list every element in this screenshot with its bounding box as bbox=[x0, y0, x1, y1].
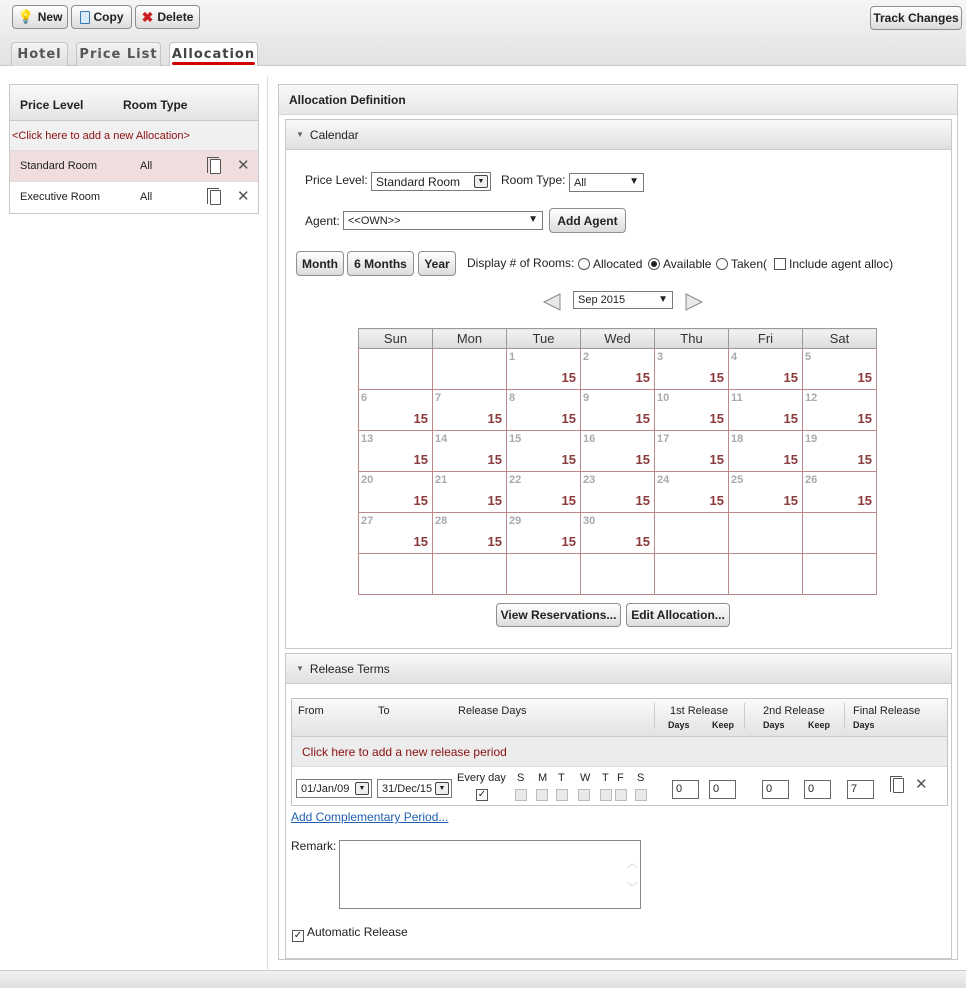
add-complementary-period-link[interactable]: Add Complementary Period... bbox=[291, 810, 449, 824]
list-item-room-type: All bbox=[140, 160, 153, 172]
weekday-letter: W bbox=[580, 772, 591, 784]
radio-taken-icon[interactable] bbox=[716, 258, 728, 270]
day-number: 28 bbox=[435, 515, 448, 527]
calendar-day-cell[interactable] bbox=[581, 349, 655, 390]
day-number: 16 bbox=[583, 433, 596, 445]
weekday-header: Mon bbox=[433, 329, 507, 349]
weekday-checkbox[interactable] bbox=[536, 789, 548, 801]
weekday-checkbox[interactable] bbox=[515, 789, 527, 801]
weekday-letter: T bbox=[602, 772, 609, 784]
calendar-day-cell bbox=[359, 554, 433, 595]
second-release-days-header: Days bbox=[763, 720, 785, 730]
rooms-available: 15 bbox=[635, 493, 650, 508]
remove-icon[interactable]: ✕ bbox=[237, 157, 250, 174]
calendar-grid bbox=[358, 328, 877, 595]
rooms-available: 15 bbox=[635, 452, 650, 467]
day-number: 10 bbox=[657, 392, 670, 404]
day-number: 1 bbox=[509, 351, 516, 363]
rooms-available: 15 bbox=[413, 452, 428, 467]
weekday-letter: M bbox=[538, 772, 548, 784]
calendar-day-cell bbox=[803, 513, 877, 554]
list-item-price-level: Standard Room bbox=[20, 160, 98, 172]
calendar-day-cell[interactable] bbox=[729, 472, 803, 513]
day-number: 23 bbox=[583, 474, 596, 486]
allocation-list-header bbox=[10, 85, 258, 121]
price-level-value: Standard Room bbox=[376, 174, 461, 189]
calendar-day-cell[interactable] bbox=[803, 472, 877, 513]
day-number: 6 bbox=[361, 392, 368, 404]
remove-icon[interactable]: ✕ bbox=[237, 188, 250, 205]
collapse-triangle-icon: ▼ bbox=[296, 130, 304, 139]
final-release-header: Final Release bbox=[853, 705, 921, 717]
divider bbox=[844, 703, 845, 729]
radio-available-icon[interactable] bbox=[648, 258, 660, 270]
release-terms-header bbox=[292, 699, 947, 737]
calendar-day-cell[interactable] bbox=[581, 390, 655, 431]
new-button[interactable] bbox=[12, 5, 68, 29]
next-month-icon[interactable] bbox=[684, 292, 704, 312]
remark-label: Remark: bbox=[291, 839, 337, 853]
calendar-day-cell[interactable] bbox=[359, 472, 433, 513]
checkbox-icon[interactable] bbox=[774, 258, 786, 270]
day-number: 27 bbox=[361, 515, 374, 527]
rooms-available: 15 bbox=[709, 452, 724, 467]
rooms-available: 15 bbox=[635, 534, 650, 549]
rooms-available: 15 bbox=[857, 452, 872, 467]
calendar-day-cell[interactable] bbox=[655, 472, 729, 513]
rooms-available: 15 bbox=[561, 370, 576, 385]
calendar-day-cell[interactable] bbox=[655, 349, 729, 390]
radio-allocated-label: Allocated bbox=[593, 257, 643, 271]
automatic-release-label: Automatic Release bbox=[307, 925, 408, 939]
rooms-available: 15 bbox=[857, 411, 872, 426]
calendar-day-cell bbox=[433, 554, 507, 595]
rooms-available: 15 bbox=[561, 493, 576, 508]
rooms-available: 15 bbox=[413, 411, 428, 426]
day-number: 13 bbox=[361, 433, 374, 445]
list-item[interactable] bbox=[10, 151, 258, 182]
first-release-keep-input[interactable]: 0 bbox=[709, 780, 736, 799]
calendar-day-cell bbox=[655, 554, 729, 595]
calendar-day-cell bbox=[507, 554, 581, 595]
weekday-checkbox[interactable] bbox=[578, 789, 590, 801]
final-release-days-input[interactable]: 7 bbox=[847, 780, 874, 799]
price-level-header: Price Level bbox=[20, 98, 84, 112]
chevron-down-icon: ▼ bbox=[528, 214, 538, 225]
rooms-available: 15 bbox=[561, 411, 576, 426]
calendar-day-cell[interactable] bbox=[359, 431, 433, 472]
calendar-section-header[interactable] bbox=[286, 120, 951, 150]
calendar-day-cell[interactable] bbox=[359, 513, 433, 554]
room-type-select[interactable] bbox=[569, 173, 644, 192]
radio-taken-label: Taken( bbox=[731, 257, 768, 271]
calendar-day-cell[interactable] bbox=[433, 390, 507, 431]
view-reservations-button[interactable]: View Reservations... bbox=[496, 603, 621, 627]
release-days-header: Release Days bbox=[458, 705, 527, 717]
rooms-available: 15 bbox=[709, 411, 724, 426]
weekday-letter: S bbox=[517, 772, 525, 784]
calendar-day-cell[interactable] bbox=[581, 431, 655, 472]
divider bbox=[654, 703, 655, 729]
day-number: 20 bbox=[361, 474, 374, 486]
to-header: To bbox=[378, 705, 390, 717]
calendar-day-cell bbox=[581, 554, 655, 595]
weekday-letter: F bbox=[617, 772, 624, 784]
rooms-available: 15 bbox=[783, 452, 798, 467]
first-release-keep-header: Keep bbox=[712, 720, 735, 730]
calendar-day-cell[interactable] bbox=[507, 349, 581, 390]
rooms-available: 15 bbox=[635, 370, 650, 385]
second-release-keep-input[interactable]: 0 bbox=[804, 780, 831, 799]
calendar-day-cell[interactable] bbox=[507, 513, 581, 554]
prev-month-icon[interactable] bbox=[542, 292, 562, 312]
day-number: 2 bbox=[583, 351, 590, 363]
final-release-days-header: Days bbox=[853, 720, 875, 730]
track-changes-button[interactable]: Track Changes bbox=[870, 6, 962, 30]
six-months-view-button[interactable]: 6 Months bbox=[347, 251, 414, 276]
rooms-available: 15 bbox=[783, 493, 798, 508]
calendar-day-cell bbox=[655, 513, 729, 554]
remove-icon[interactable]: ✕ bbox=[915, 776, 928, 793]
calendar-day-cell[interactable] bbox=[581, 472, 655, 513]
rooms-available: 15 bbox=[635, 411, 650, 426]
add-allocation-link[interactable]: <Click here to add a new Allocation> bbox=[10, 121, 258, 151]
allocation-definition-title: Allocation Definition bbox=[279, 85, 957, 115]
first-release-header: 1st Release bbox=[670, 705, 729, 717]
rooms-available: 15 bbox=[487, 493, 502, 508]
every-day-checkbox[interactable]: ✓ bbox=[477, 789, 487, 800]
day-number: 3 bbox=[657, 351, 664, 363]
agent-select[interactable] bbox=[343, 211, 543, 230]
copy-icon[interactable] bbox=[893, 778, 904, 793]
weekday-letter: T bbox=[558, 772, 565, 784]
day-number: 24 bbox=[657, 474, 670, 486]
chevron-down-icon: ▼ bbox=[629, 176, 639, 187]
first-release-days-input[interactable]: 0 bbox=[672, 780, 699, 799]
second-release-header: 2nd Release bbox=[763, 705, 825, 717]
day-number: 15 bbox=[509, 433, 522, 445]
release-terms-section-header[interactable] bbox=[286, 654, 951, 684]
calendar-day-cell[interactable] bbox=[655, 390, 729, 431]
calendar-day-cell bbox=[359, 349, 433, 390]
every-day-label: Every day bbox=[457, 772, 506, 784]
calendar-section-title: Calendar bbox=[309, 127, 359, 142]
release-to-select[interactable] bbox=[377, 779, 452, 798]
year-view-button[interactable]: Year bbox=[418, 251, 456, 276]
copy-icon bbox=[80, 11, 90, 24]
copy-icon[interactable] bbox=[210, 190, 221, 205]
calendar-day-cell[interactable] bbox=[655, 431, 729, 472]
release-from-value: 01/Jan/09 bbox=[301, 782, 350, 795]
day-number: 26 bbox=[805, 474, 818, 486]
calendar-day-cell bbox=[729, 554, 803, 595]
chevron-down-icon: ▼ bbox=[355, 782, 369, 795]
weekday-header: Fri bbox=[729, 329, 803, 349]
calendar-day-cell[interactable] bbox=[433, 513, 507, 554]
lightbulb-icon: 💡 bbox=[17, 9, 34, 24]
day-number: 21 bbox=[435, 474, 448, 486]
display-rooms-label: Display # of Rooms: bbox=[467, 256, 575, 270]
divider bbox=[744, 703, 745, 729]
delete-button-label: Delete bbox=[157, 10, 194, 24]
calendar-day-cell[interactable] bbox=[507, 472, 581, 513]
month-select[interactable] bbox=[573, 291, 673, 309]
rooms-available: 15 bbox=[561, 534, 576, 549]
day-number: 5 bbox=[805, 351, 812, 363]
calendar-day-cell[interactable] bbox=[803, 390, 877, 431]
chevron-down-icon: ▼ bbox=[658, 294, 668, 305]
release-terms-section-title: Release Terms bbox=[309, 661, 390, 676]
red-x-icon: ✖ bbox=[141, 8, 154, 25]
radio-taken[interactable] bbox=[716, 257, 767, 271]
weekday-header: Thu bbox=[655, 329, 729, 349]
rooms-available: 15 bbox=[783, 411, 798, 426]
room-type-header: Room Type bbox=[123, 98, 188, 112]
copy-icon[interactable] bbox=[210, 159, 221, 174]
list-item[interactable] bbox=[10, 182, 258, 213]
list-item-room-type: All bbox=[140, 191, 153, 203]
rooms-available: 15 bbox=[413, 493, 428, 508]
remark-textarea[interactable] bbox=[339, 840, 641, 909]
first-release-days-header: Days bbox=[668, 720, 690, 730]
calendar-day-cell[interactable] bbox=[433, 472, 507, 513]
day-number: 22 bbox=[509, 474, 522, 486]
day-number: 7 bbox=[435, 392, 442, 404]
tab-price-list[interactable]: Price List bbox=[76, 42, 161, 66]
calendar-day-cell[interactable] bbox=[359, 390, 433, 431]
chevron-down-icon: ▼ bbox=[474, 175, 488, 188]
calendar-day-cell[interactable] bbox=[581, 513, 655, 554]
copy-button-label: Copy bbox=[93, 10, 124, 24]
include-agent-checkbox[interactable] bbox=[774, 257, 893, 271]
radio-allocated-icon[interactable] bbox=[578, 258, 590, 270]
tab-hotel[interactable]: Hotel bbox=[11, 42, 68, 66]
edit-allocation-button[interactable]: Edit Allocation... bbox=[626, 603, 730, 627]
allocation-list-panel bbox=[0, 76, 268, 988]
radio-available-label: Available bbox=[663, 257, 712, 271]
new-button-label: New bbox=[37, 10, 63, 24]
day-number: 29 bbox=[509, 515, 522, 527]
radio-available[interactable] bbox=[648, 257, 711, 271]
include-agent-label: Include agent alloc) bbox=[789, 257, 894, 271]
price-level-label: Price Level: bbox=[305, 173, 368, 187]
weekday-checkbox[interactable] bbox=[600, 789, 612, 801]
day-number: 12 bbox=[805, 392, 818, 404]
delete-button[interactable] bbox=[135, 5, 200, 29]
room-type-value: All bbox=[574, 176, 587, 189]
weekday-checkbox[interactable] bbox=[615, 789, 627, 801]
calendar-day-cell[interactable] bbox=[433, 431, 507, 472]
day-number: 4 bbox=[731, 351, 738, 363]
calendar-day-cell bbox=[433, 349, 507, 390]
weekday-header: Tue bbox=[507, 329, 581, 349]
calendar-day-cell[interactable] bbox=[507, 431, 581, 472]
day-number: 17 bbox=[657, 433, 670, 445]
day-number: 11 bbox=[731, 392, 743, 404]
calendar-day-cell[interactable] bbox=[729, 431, 803, 472]
rooms-available: 15 bbox=[487, 452, 502, 467]
price-level-select[interactable] bbox=[371, 172, 491, 191]
rooms-available: 15 bbox=[413, 534, 428, 549]
tab-allocation[interactable]: Allocation bbox=[169, 42, 258, 66]
add-agent-button[interactable]: Add Agent bbox=[549, 208, 626, 233]
weekday-checkbox[interactable] bbox=[635, 789, 647, 801]
weekday-header: Sat bbox=[803, 329, 877, 349]
day-number: 9 bbox=[583, 392, 590, 404]
second-release-keep-header: Keep bbox=[808, 720, 831, 730]
agent-value: <<OWN>> bbox=[348, 214, 401, 227]
top-toolbar bbox=[0, 0, 966, 66]
radio-allocated[interactable] bbox=[578, 257, 642, 271]
weekday-header: Sun bbox=[359, 329, 433, 349]
release-to-value: 31/Dec/15 bbox=[382, 782, 433, 795]
day-number: 30 bbox=[583, 515, 596, 527]
calendar-day-cell bbox=[803, 554, 877, 595]
list-item-price-level: Executive Room bbox=[20, 191, 101, 203]
rooms-available: 15 bbox=[709, 370, 724, 385]
second-release-days-input[interactable]: 0 bbox=[762, 780, 789, 799]
automatic-release-checkbox[interactable] bbox=[292, 925, 408, 942]
rooms-available: 15 bbox=[487, 411, 502, 426]
rooms-available: 15 bbox=[561, 452, 576, 467]
calendar-day-cell[interactable] bbox=[507, 390, 581, 431]
day-number: 19 bbox=[805, 433, 818, 445]
rooms-available: 15 bbox=[857, 493, 872, 508]
calendar-day-cell[interactable] bbox=[803, 431, 877, 472]
checkbox-icon[interactable]: ✓ bbox=[293, 930, 303, 941]
chevron-down-icon: ▼ bbox=[435, 782, 449, 795]
agent-label: Agent: bbox=[305, 214, 340, 228]
rooms-available: 15 bbox=[487, 534, 502, 549]
scroll-down-icon[interactable]: ﹀ bbox=[627, 882, 638, 894]
release-from-select[interactable] bbox=[296, 779, 372, 798]
month-view-button[interactable]: Month bbox=[296, 251, 344, 276]
weekday-letter: S bbox=[637, 772, 645, 784]
calendar-day-cell[interactable] bbox=[729, 349, 803, 390]
day-number: 8 bbox=[509, 392, 516, 404]
weekday-header: Wed bbox=[581, 329, 655, 349]
rooms-available: 15 bbox=[783, 370, 798, 385]
copy-button[interactable] bbox=[71, 5, 132, 29]
rooms-available: 15 bbox=[709, 493, 724, 508]
weekday-checkbox[interactable] bbox=[556, 789, 568, 801]
day-number: 18 bbox=[731, 433, 744, 445]
add-release-period-link[interactable]: Click here to add a new release period bbox=[292, 737, 947, 767]
calendar-day-cell[interactable] bbox=[729, 390, 803, 431]
room-type-label: Room Type: bbox=[501, 173, 566, 187]
collapse-triangle-icon: ▼ bbox=[296, 664, 304, 673]
rooms-available: 15 bbox=[857, 370, 872, 385]
day-number: 14 bbox=[435, 433, 448, 445]
day-number: 25 bbox=[731, 474, 744, 486]
month-value: Sep 2015 bbox=[578, 294, 626, 306]
from-header: From bbox=[298, 705, 324, 717]
bottom-bar bbox=[0, 970, 966, 988]
allocation-list bbox=[9, 84, 259, 214]
calendar-day-cell bbox=[729, 513, 803, 554]
scroll-up-icon[interactable]: ︿ bbox=[627, 858, 638, 870]
calendar-day-cell[interactable] bbox=[803, 349, 877, 390]
